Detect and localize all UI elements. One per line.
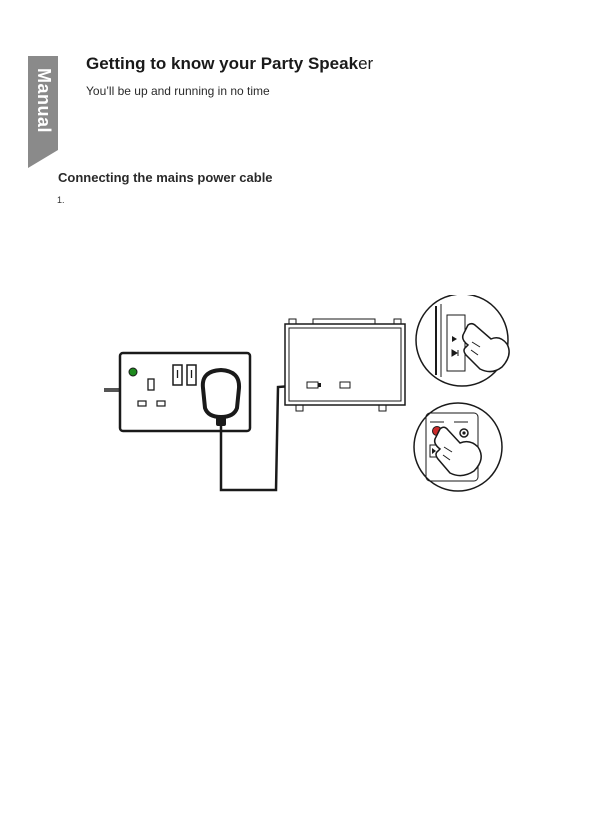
bottom-detail-callout	[414, 403, 502, 491]
section-heading: Connecting the mains power cable	[58, 170, 273, 185]
page-title	[86, 54, 373, 74]
dc-input-port-icon	[307, 382, 318, 388]
page-title-main: Getting to know your Party Speak	[86, 54, 359, 73]
top-detail-callout	[416, 295, 509, 386]
speaker-back-panel	[285, 319, 405, 411]
port-label-icon	[340, 382, 350, 388]
page-title-tail: er	[358, 54, 374, 73]
power-connection-illustration	[100, 295, 520, 495]
step-number: 1.	[57, 195, 65, 205]
side-tab-label: Manual	[33, 67, 54, 133]
side-tab-label-wrap	[28, 58, 58, 142]
power-indicator-icon	[129, 368, 137, 376]
page-subtitle: You’ll be up and running in no time	[86, 84, 270, 98]
